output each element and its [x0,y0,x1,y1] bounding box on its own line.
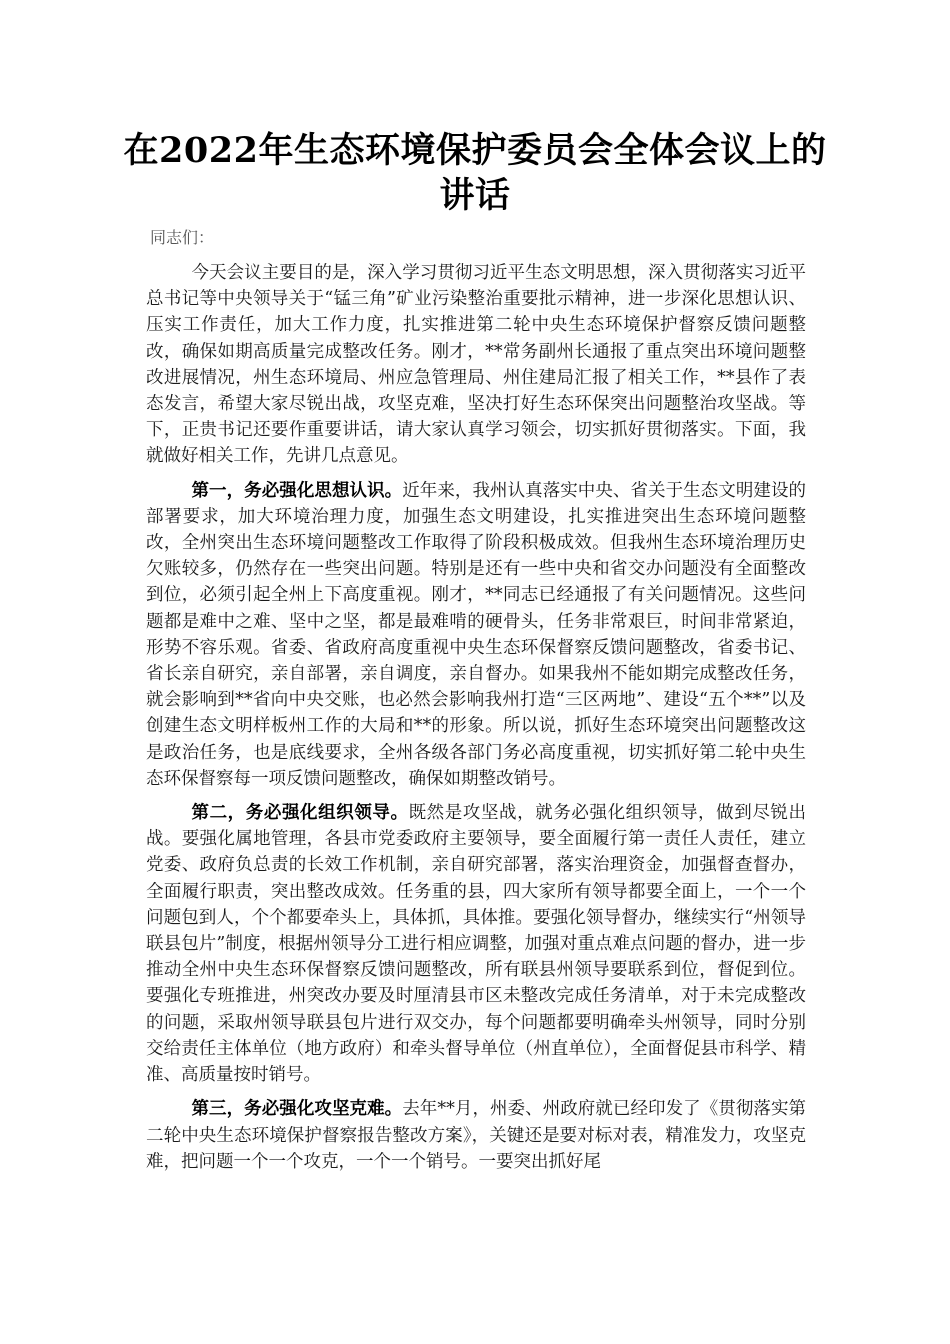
paragraph-text: 近年来，我州认真落实中央、省关于生态文明建设的部署要求，加大环境治理力度，加强生态文明建设，扎实推进突出生态环境问题整改，全州突出生态环境问题整改工作取得了阶段积极成效。但我州生态环境治理历史欠账较多，仍然存在一些突出问题。特别是还有一些中央和省交办问题没有全面整改到位，必须引起全州上下高度重视。刚才，**同志已经通报了有关问题情况。这些问题都是难中之难、坚中之坚，都是最难啃的硬骨头，任务非常艰巨，时间非常紧迫，形势不容乐观。省委、省政府高度重视中央生态环保督察反馈问题整改，省委书记、省长亲自研究，亲自部署，亲自调度，亲自督办。如果我州不能如期完成整改任务，就会影响到**省向中央交账，也必然会影响我州打造“三区两地”、建设“五个**”以及创建生态文明样板州工作的大局和**的形象。所以说，抓好生态环境突出问题整改这是政治任务，也是底线要求，全州各级各部门务必高度重视，切实抓好第二轮中央生态环保督察每一项反馈问题整改，确保如期整改销号。 [146,480,807,789]
paragraph-intro [146,260,806,470]
paragraph-text: 今天会议主要目的是，深入学习贯彻习近平生态文明思想，深入贯彻落实习近平总书记等中央领导关于“锰三角”矿业污染整治重要批示精神，进一步深化思想认识、压实工作责任，加大工作力度，扎实推进第二轮中央生态环境保护督察反馈问题整改，确保如期高质量完成整改任务。刚才，**常务副州长通报了重点突出环境问题整改进展情况，州生态环境局、州应急管理局、州住建局汇报了相关工作，**县作了表态发言，希望大家尽锐出战，攻坚克难，坚决打好生态环保突出问题整治攻坚战。等下，正贵书记还要作重要讲话，请大家认真学习领会，切实抓好贯彻落实。下面，我就做好相关工作，先讲几点意见。 [146,263,806,467]
document-title: 在2022年生态环境保护委员会全体会议上的讲话 [123,130,827,216]
paragraph-first-point [146,478,806,792]
document-body [146,260,806,1183]
paragraph-text: 既然是攻坚战，就务必强化组织领导，做到尽锐出战。要强化属地管理，各县市党委政府主要领导，要全面履行第一责任人责任，建立党委、政府负总责的长效工作机制，亲自研究部署，落实治理资金，加强督查督办，全面履行职责，突出整改成效。任务重的县，四大家所有领导都要全面上，一个一个问题包到人，个个都要牵头上，具体抓，具体推。要强化领导督办，继续实行“州领导联县包片”制度，根据州领导分工进行相应调整，加强对重点难点问题的督办，进一步推动全州中央生态环保督察反馈问题整改，所有联县州领导要联系到位，督促到位。要强化专班推进，州突改办要及时厘清县市区未整改完成任务清单，对于未完成整改的问题，采取州领导联县包片进行双交办，每个问题都要明确牵头州领导，同时分别交给责任主体单位（地方政府）和牵头督导单位（州直单位），全面督促县市科学、精准、高质量按时销号。 [146,803,807,1086]
greeting: 同志们： [150,228,215,247]
paragraph-lead: 第一，务必强化思想认识。 [191,480,403,501]
paragraph-lead: 第三，务必强化攻坚克难。 [191,1099,403,1120]
paragraph-third-point [146,1096,806,1175]
paragraph-lead: 第二，务必强化组织领导。 [191,803,409,824]
paragraph-text: 去年**月，州委、州政府就已经印发了《贯彻落实第二轮中央生态环境保护督察报告整改方案》，关键还是要对标对表，精准发力，攻坚克难，把问题一个一个攻克，一个一个销号。一要突出抓好尾 [146,1099,807,1172]
paragraph-second-point [146,800,806,1088]
